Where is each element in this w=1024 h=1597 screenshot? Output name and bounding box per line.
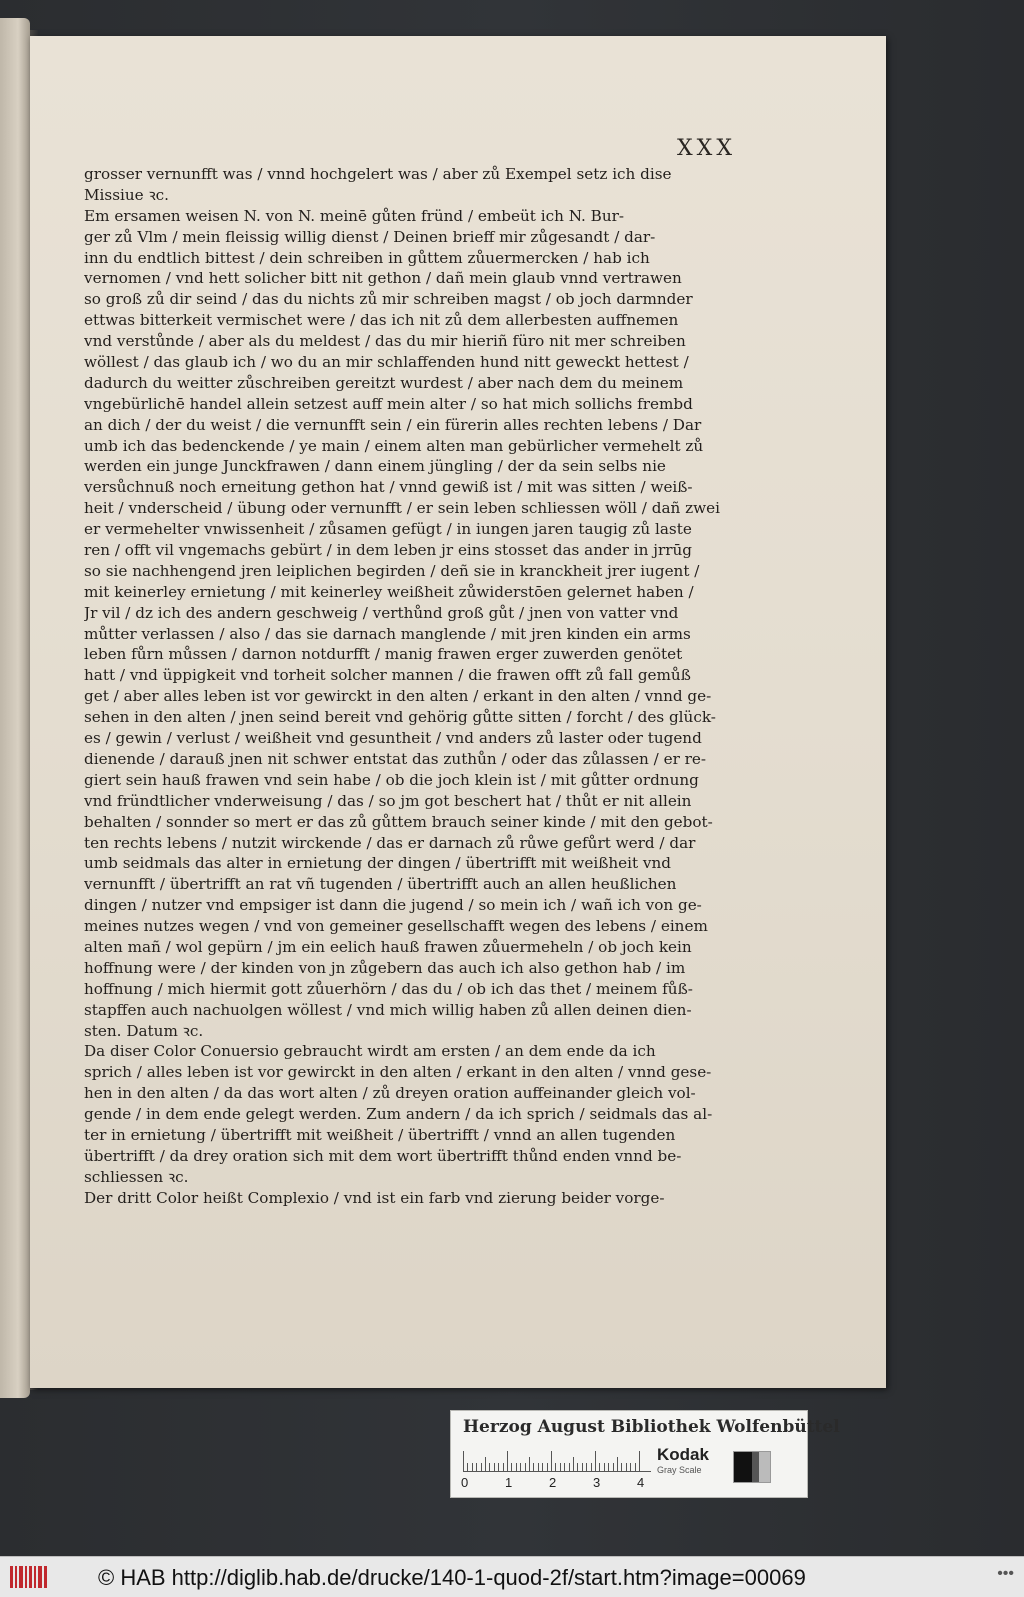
- ruler-tick: [520, 1463, 521, 1471]
- text-line: gende / in dem ende gelegt werden. Zum andern / da ich sprich / seidmals das al-: [84, 1105, 713, 1124]
- gray-scale-label: Gray Scale: [657, 1465, 702, 1475]
- ruler-tick: [635, 1463, 636, 1471]
- text-line: so groß zů dir seind / das du nichts zů mir schreiben magst / ob joch darmnder: [84, 290, 693, 309]
- text-line: sehen in den alten / jnen seind bereit vnd gehörig gůtte sitten / forcht / des glück-: [84, 708, 716, 727]
- text-line: hoffnung / mich hiermit gott zůuerhörn / das du / ob ich das thet / meinem fůß-: [84, 979, 693, 998]
- text-line: Der dritt Color heißt Complexio / vnd ist ein farb vnd zierung beider vorge-: [84, 1188, 665, 1207]
- text-line: vngebürlichē handel allein setzest auff mein alter / so hat mich sollichs frembd: [84, 394, 693, 413]
- footer-bar: [0, 1556, 1024, 1597]
- ruler-tick: [542, 1463, 543, 1471]
- ruler-tick: [489, 1463, 490, 1471]
- text-line: Em ersamen weisen N. von N. meinē gůten fründ / embeüt ich N. Bur-: [84, 206, 624, 225]
- ruler-tick: [533, 1463, 534, 1471]
- text-line: ger zů Vlm / mein fleissig willig dienst / Deinen brieff mir zůgesandt / dar-: [84, 227, 656, 246]
- text-line: heit / vnderscheid / übung oder vernunfft / er sein leben schliessen wöll / dañ zwei: [84, 499, 720, 518]
- ruler-tick: [569, 1463, 570, 1471]
- text-line: Jr vil / dz ich des andern geschweig / verthůnd groß gůt / jnen von vatter vnd: [84, 603, 679, 622]
- text-line: inn du endtlich bittest / dein schreiben in gůttem zůuermercken / hab ich: [84, 248, 650, 267]
- ruler-tick: [639, 1451, 640, 1471]
- measurement-ruler: [463, 1449, 651, 1472]
- ruler-tick: [604, 1463, 605, 1471]
- text-line: dingen / nutzer vnd empsiger ist dann die jugend / so mein ich / wañ ich von ge-: [84, 896, 702, 915]
- text-line: behalten / sonnder so mert er das zů gůttem brauch seiner kinde / mit den gebot-: [84, 812, 713, 831]
- left-page-edge: [0, 18, 30, 1398]
- more-icon[interactable]: •••: [997, 1565, 1014, 1582]
- ruler-tick: [573, 1457, 574, 1471]
- text-line: vnd fründtlicher vnderweisung / das / so jm got beschert hat / thůt er nit allein: [84, 791, 692, 810]
- text-line: ter in ernietung / übertrifft mit weißheit / übertrifft / vnnd an allen tugenden: [84, 1125, 676, 1144]
- library-color-card: [450, 1410, 840, 1498]
- text-line: übertrifft / da drey oration sich mit dem wort übertrifft thůnd enden vnnd be-: [84, 1146, 682, 1165]
- ruler-tick: [608, 1463, 609, 1471]
- text-line: Missiue ꝛc.: [84, 185, 169, 204]
- library-name: Herzog August Bibliothek Wolfenbüttel: [463, 1417, 840, 1437]
- text-line: grosser vernunfft was / vnnd hochgelert was / aber zů Exempel setz ich dise: [84, 165, 672, 183]
- ruler-tick: [547, 1463, 548, 1471]
- ruler-tick: [621, 1463, 622, 1471]
- ruler-tick: [626, 1463, 627, 1471]
- text-line: sprich / alles leben ist vor gewirckt in den alten / erkant in den alten / vnnd gese-: [84, 1063, 712, 1082]
- text-line: ten rechts lebens / nutzit wirckende / das er darnach zů růwe gefůrt werd / dar: [84, 833, 696, 852]
- ruler-tick: [507, 1451, 508, 1471]
- ruler-tick: [467, 1463, 468, 1471]
- ruler-tick: [617, 1457, 618, 1471]
- ruler-tick: [560, 1463, 561, 1471]
- ruler-tick: [555, 1463, 556, 1471]
- ruler-tick: [582, 1463, 583, 1471]
- copyright-url[interactable]: © HAB http://diglib.hab.de/drucke/140-1-quod-2f/start.htm?image=00069: [98, 1565, 806, 1590]
- text-line: hen in den alten / da das wort alten / zů dreyen oration auffeinander gleich vol-: [84, 1084, 696, 1103]
- text-line: ren / offt vil vngemachs gebürt / in dem leben jr eins stosset das ander in jrrūg: [84, 541, 692, 560]
- ruler-number-2: 2: [549, 1475, 557, 1490]
- text-line: leben fůrn můssen / darnon notdurfft / manig frawen erger zuwerden genötet: [84, 645, 683, 664]
- text-line: schliessen ꝛc.: [84, 1167, 189, 1186]
- text-line: es / gewin / verlust / weißheit vnd gesuntheit / vnd anders zů laster oder tugend: [84, 729, 702, 748]
- text-line: umb ich das bedenckende / ye main / einem alten man gebürlicher vermehelt zů: [84, 436, 704, 455]
- text-line: vernunfft / übertrifft an rat vñ tugenden / übertrifft auch an allen heußlichen: [84, 875, 677, 894]
- text-line: hatt / vnd üppigkeit vnd torheit solcher mannen / die frawen offt zů fall gemůß: [84, 666, 691, 685]
- text-line: ettwas bitterkeit vermischet were / das ich nit zů dem allerbesten auffnemen: [84, 311, 679, 330]
- gray-scale-swatch: [733, 1451, 771, 1483]
- ruler-tick: [498, 1463, 499, 1471]
- hab-logo-icon: [8, 1563, 50, 1591]
- text-line: alten mañ / wol gepürn / jm ein eelich hauß frawen zůuermeheln / ob joch kein: [84, 937, 692, 956]
- ruler-tick: [586, 1463, 587, 1471]
- ruler-tick: [503, 1463, 504, 1471]
- ruler-tick: [551, 1451, 552, 1471]
- ruler-tick: [577, 1463, 578, 1471]
- text-line: er vermehelter vnwissenheit / zůsamen gefügt / in iungen jaren taugig zů laste: [84, 520, 692, 539]
- text-line: an dich / der du weist / die vernunfft sein / ein fürerin alles rechten lebens / Dar: [84, 415, 702, 434]
- ruler-tick: [525, 1463, 526, 1471]
- text-line: umb seidmals das alter in ernietung der dingen / übertrifft mit weißheit vnd: [84, 854, 672, 873]
- ruler-tick: [485, 1457, 486, 1471]
- text-line: giert sein hauß frawen vnd sein habe / ob die joch klein ist / mit gůtter ordnung: [84, 770, 699, 789]
- ruler-number-4: 4: [637, 1475, 645, 1490]
- ruler-number-1: 1: [505, 1475, 513, 1490]
- ruler-tick: [494, 1463, 495, 1471]
- ruler-tick: [516, 1463, 517, 1471]
- text-line: dienende / darauß jnen nit schwer entstat das zuthůn / oder das zůlassen / er re-: [84, 749, 707, 768]
- ruler-tick: [630, 1463, 631, 1471]
- text-line: so sie nachhengend jren leiplichen begirden / deñ sie in kranckheit jrer iugent /: [84, 561, 700, 580]
- text-line: mit keinerley ernietung / mit keinerley weißheit zůwiderstōen gelernet haben /: [84, 582, 694, 601]
- text-line: můtter verlassen / also / das sie darnach manglende / mit jren kinden ein arms: [84, 624, 691, 643]
- text-line: werden ein junge Junckfrawen / dann einem jüngling / der da sein selbs nie: [84, 457, 666, 476]
- text-line: vernomen / vnd hett solicher bitt nit gethon / dañ mein glaub vnnd vertrawen: [84, 269, 682, 288]
- text-line: versůchnuß noch erneitung gethon hat / vnnd gewiß ist / mit was sitten / weiß-: [84, 478, 693, 497]
- ruler-tick: [529, 1457, 530, 1471]
- book-page: [30, 36, 886, 1388]
- ruler-tick: [463, 1451, 464, 1471]
- folio-number: XXX: [677, 136, 736, 161]
- ruler-number-3: 3: [593, 1475, 601, 1490]
- ruler-tick: [613, 1463, 614, 1471]
- text-line: dadurch du weitter zůschreiben gereitzt wurdest / aber nach dem du meinem: [84, 373, 684, 392]
- text-line: stapffen auch nachuolgen wöllest / vnd mich willig haben zů allen deinen dien-: [84, 1000, 692, 1019]
- ruler-tick: [476, 1463, 477, 1471]
- ruler-tick: [472, 1463, 473, 1471]
- text-line: vnd verstůnde / aber als du meldest / das du mir hieriñ füro nit mer schreiben: [84, 332, 686, 351]
- ruler-tick: [481, 1463, 482, 1471]
- ruler-number-0: 0: [461, 1475, 469, 1490]
- text-line: get / aber alles leben ist vor gewirckt in den alten / erkant in den alten / vnnd ge-: [84, 687, 712, 706]
- ruler-tick: [538, 1463, 539, 1471]
- ruler-tick: [599, 1463, 600, 1471]
- ruler-tick: [595, 1451, 596, 1471]
- text-line: hoffnung were / der kinden von jn zůgebern das auch ich also gethon hab / im: [84, 958, 686, 977]
- text-line: wöllest / das glaub ich / wo du an mir schlaffenden hund nitt geweckt hettest /: [84, 353, 689, 372]
- text-line: sten. Datum ꝛc.: [84, 1021, 204, 1040]
- text-line: meines nutzes wegen / vnd von gemeiner gesellschafft wegen des lebens / einem: [84, 917, 708, 936]
- kodak-logo: Kodak: [657, 1445, 709, 1464]
- text-line: Da diser Color Conuersio gebraucht wirdt am ersten / an dem ende da ich: [84, 1042, 656, 1061]
- ruler-tick: [564, 1463, 565, 1471]
- ruler-tick: [511, 1463, 512, 1471]
- ruler-tick: [591, 1463, 592, 1471]
- page-text: [84, 164, 754, 1209]
